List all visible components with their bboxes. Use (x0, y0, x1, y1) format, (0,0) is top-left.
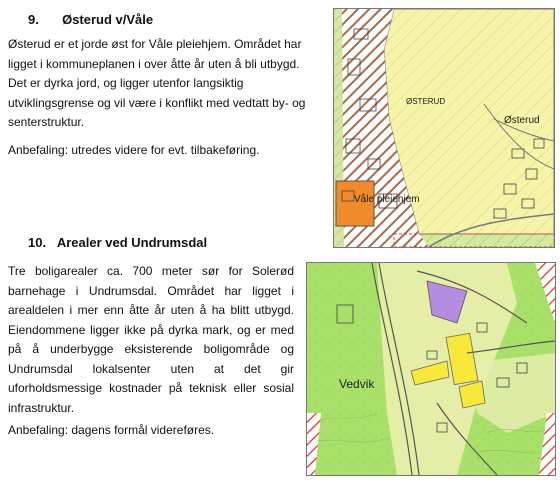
section-10-recommendation: Anbefaling: dagens formål videreføres. (8, 423, 215, 437)
section-10-title: Arealer ved Undrumsdal (56, 235, 208, 250)
map-label-field: ØSTERUD (406, 97, 446, 106)
section-10-description: Tre boligarealer ca. 700 meter sør for Solerød barnehage i Undrumsdal. Området har ligget i arealdelen i mer enn åtte år uten å ha blitt utbygd. Eiendommene ligger ikke på dyrka mark, og er med på å underbygge eksisterende boligområde og Undrumsdal lokalsenter uten at det gir uforholdsmessige kostnader på teknisk eller sosial infrastruktur. (8, 264, 294, 415)
section-9-recommendation: Anbefaling: utredes videre for evt. tilbakeføring. (8, 143, 260, 157)
map-label-home: Våle pleiehjem (354, 194, 420, 205)
section-10-map (306, 262, 556, 476)
map-label-area: Østerud (504, 115, 540, 126)
section-10-number: 10. (28, 235, 47, 250)
section-9-number: 9. (28, 12, 39, 27)
section-9-map (333, 8, 555, 248)
section-9-heading (28, 12, 153, 27)
map-label-place: Vedvik (339, 377, 375, 391)
section-9-map-graphic (334, 9, 554, 247)
section-9-title: Østerud v/Våle (62, 12, 154, 27)
section-9-description: Østerud er et jorde øst for Våle pleiehjem. Området har ligget i kommuneplanen i over åtte år uten å bli utbygd. Det er dyrka jord, og ligger utenfor langsiktig utviklingsgrense og vil være i konflikt med vedtatt by- og senterstruktur. (8, 37, 306, 129)
section-10-heading (28, 235, 207, 250)
section-10-map-graphic (307, 263, 555, 475)
